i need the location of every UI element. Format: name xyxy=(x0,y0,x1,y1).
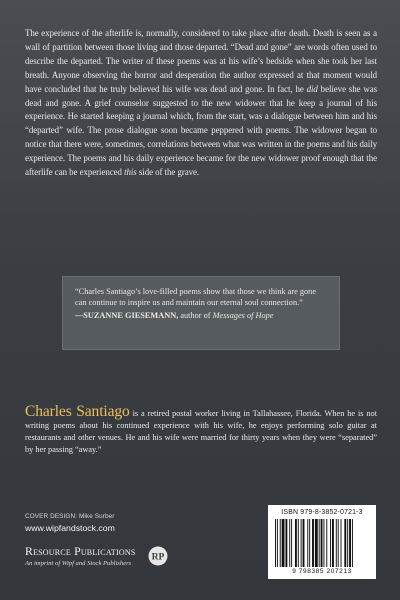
barcode-bar xyxy=(275,519,276,567)
publisher-website: www.wipfandstock.com xyxy=(25,523,115,533)
blurb-emphasis-this: this xyxy=(124,167,137,178)
isbn-barcode xyxy=(268,505,376,579)
isbn-label: ISBN 979-8-3852-0721-3 xyxy=(281,509,363,516)
barcode-bar xyxy=(341,519,342,567)
barcode-bar xyxy=(347,519,348,567)
blurb-emphasis-did: did xyxy=(306,83,318,94)
barcode-bar xyxy=(349,519,351,567)
publisher-logo-block xyxy=(25,544,185,578)
barcode-bar xyxy=(285,519,287,567)
barcode-bar xyxy=(280,519,281,567)
barcode-bar xyxy=(323,519,324,567)
publisher-rp-logo-icon xyxy=(148,546,168,566)
barcode-bar xyxy=(319,519,320,567)
endorser-book-title: Messages of Hope xyxy=(212,310,274,320)
barcode-digits: 9 798385 207213 xyxy=(292,568,352,575)
publisher-name: Resource Publications xyxy=(25,544,136,558)
barcode-bar xyxy=(315,519,318,567)
barcode-bar xyxy=(298,519,299,567)
barcode-bar xyxy=(338,519,339,567)
barcode-bar xyxy=(332,519,334,567)
barcode-bar xyxy=(336,519,337,567)
barcode-bar xyxy=(326,519,327,567)
barcode-bar xyxy=(330,519,331,567)
barcode-bar xyxy=(301,519,302,567)
barcode-bar xyxy=(312,519,314,567)
barcode-bar xyxy=(321,519,323,567)
barcode-bar xyxy=(307,519,308,567)
barcode-bar xyxy=(295,519,297,567)
blurb-text-1: The experience of the afterlife is, normally, considered to take place after death. Death is seen as a wall of partition between those living and those departed. “Dead and gone” are words often used to describe the departed. The writer of these poems was at his wife’s bedside when she took her last breath. Anyone observing the horror and desperation the author expressed at that moment would have concluded that he truly believed his wife was dead and gone. In fact, he xyxy=(25,28,377,94)
publisher-logo-letters: RP xyxy=(151,552,165,563)
barcode-bar xyxy=(289,519,290,567)
barcode-bar xyxy=(291,519,292,567)
blurb-paragraph xyxy=(25,27,377,180)
endorsement-box xyxy=(62,276,340,350)
blurb-text-2: believe she was dead and gone. A grief counselor suggested to the new widower that he keep a journal of his experience. He started keeping a journal which, from the start, was a dialogue between him and his “departed” wife. The prose dialogue soon became peppered with poems. The widower began to notice that there were, sometimes, correlations between what was written in the poems and his daily experience. The poems and his daily experience became for the new widower proof enough that the afterlife can be experienced xyxy=(25,83,377,178)
blurb-text-3: side of the grave. xyxy=(136,167,200,178)
author-name: Charles Santiago xyxy=(25,403,130,420)
barcode-bar xyxy=(344,519,346,567)
barcode-bar xyxy=(277,519,278,567)
barcode-bar xyxy=(282,519,285,567)
barcode-bar xyxy=(352,519,353,567)
barcode-bars xyxy=(275,519,369,567)
endorsement-quote: “Charles Santiago’s love-filled poems show that those we think are gone can continue to inspire us and maintain our eternal soul connection.” xyxy=(75,287,317,308)
author-bio-text: is a retired postal worker living in Tallahassee, Florida. When he is not writing poems about his continued experience with his wife, he enjoys performing solo guitar at restaurants and other venues. He and his wife were married for thirty years when they were “separated” by her passing “away.” xyxy=(25,409,377,455)
barcode-bar xyxy=(309,519,310,567)
endorser-name: —SUZANNE GIESEMANN, xyxy=(75,310,179,320)
endorsement-attribution xyxy=(75,310,327,321)
barcode-bar xyxy=(303,519,305,567)
endorser-author-of: author of xyxy=(178,310,213,320)
cover-design-credit: COVER DESIGN: Mike Surber xyxy=(25,513,115,520)
publisher-imprint: An imprint of Wipf and Stock Publishers xyxy=(25,560,132,567)
author-bio xyxy=(25,403,377,456)
